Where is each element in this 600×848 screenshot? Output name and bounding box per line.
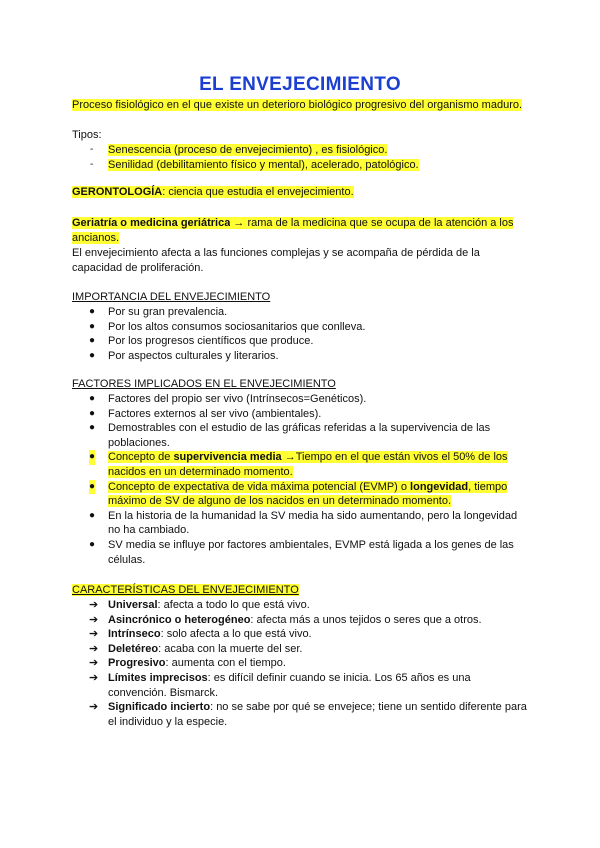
geriatria-note: El envejecimiento afecta a las funciones complejas y se acompaña de pérdida de la capacidad de proliferación. (72, 247, 480, 274)
list-item: - Senescencia (proceso de envejecimiento) , es fisiológico. (90, 144, 388, 156)
list-item: ● Concepto de expectativa de vida máxima potencial (EVMP) o longevidad, tiempo máximo de SV de alguno de los nacidos en un determinado momento. (89, 480, 508, 508)
bullet-icon: ● (89, 306, 96, 317)
list-item: ● Por aspectos culturales y literarios. (89, 349, 279, 362)
bullet-icon: ● (89, 480, 95, 495)
definition-text: Proceso fisiológico en el que existe un deterioro biológico progresivo del organismo maduro. (72, 99, 523, 111)
bullet-icon: ● (89, 407, 96, 419)
geriatria-term: Geriatría o medicina geriátrica (72, 217, 231, 229)
bullet-icon: ● (89, 393, 96, 404)
arrow-icon: ➔ (89, 671, 99, 684)
list-item: ➔ Deletéreo: acaba con la muerte del ser. (89, 642, 303, 655)
list-item: ● En la historia de la humanidad la SV media ha sido aumentando, pero la longevidad no ha cambiado. (89, 509, 518, 537)
caracteristicas-list (72, 598, 532, 729)
list-item: ● Por los altos consumos sociosanitarios que conlleva. (89, 320, 366, 333)
list-item: ● Demostrables con el estudio de las gráficas referidas a la supervivencia de las poblaciones. (89, 422, 491, 449)
arrow-icon: ➔ (89, 613, 99, 626)
tipos-label: Tipos: (72, 129, 102, 141)
list-item: ➔ Progresivo: aumenta con el tiempo. (89, 657, 286, 670)
geriatria-text: → rama de la medicina que se ocupa de la atención a los ancianos. (72, 217, 514, 244)
bullet-icon: ● (89, 422, 96, 434)
dash-marker: - (90, 158, 94, 170)
page-title: EL ENVEJECIMIENTO (199, 74, 401, 95)
list-item: ➔ Significado incierto: no se sabe por qué se envejece; tiene un sentido diferente para el individuo y la especie. (89, 701, 527, 728)
list-item: ➔ Intrínseco: solo afecta a lo que está vivo. (89, 628, 312, 641)
importancia-heading: IMPORTANCIA DEL ENVEJECIMIENTO (72, 291, 271, 303)
list-item: - Senilidad (debilitamiento físico y mental), acelerado, patológico. (90, 158, 419, 171)
list-item: ● Factores del propio ser vivo (Intrínsecos=Genéticos). (89, 393, 367, 405)
tipos-list (72, 143, 532, 172)
bullet-icon: ● (89, 335, 96, 347)
list-item: ➔ Universal: afecta a todo lo que está vivo. (89, 599, 310, 611)
tipos-section (72, 128, 532, 172)
dash-marker: - (90, 144, 94, 155)
bullet-icon: ● (89, 538, 96, 550)
list-item: ● SV media se influye por factores ambientales, EVMP está ligada a los genes de las células. (89, 538, 514, 566)
gerontologia (72, 185, 532, 200)
arrow-icon: ➔ (89, 701, 99, 714)
gerontologia-term: GERONTOLOGÍA (72, 186, 163, 198)
importancia-section (72, 290, 532, 363)
factores-heading: FACTORES IMPLICADOS EN EL ENVEJECIMIENTO (72, 378, 336, 390)
factores-list (72, 392, 532, 567)
list-item: ➔ Asincrónico o heterogéneo: afecta más a unos tejidos o seres que a otros. (89, 613, 482, 626)
definition (72, 98, 532, 113)
list-item: ● Por los progresos científicos que produce. (89, 335, 314, 348)
importancia-list (72, 305, 532, 363)
bullet-icon: ● (89, 320, 96, 332)
list-item: ● Concepto de supervivencia media →Tiempo en el que están vivos el 50% de los nacidos en un determinado momento. (89, 451, 508, 478)
bullet-icon: ● (89, 509, 96, 521)
gerontologia-text: : ciencia que estudia el envejecimiento. (162, 186, 354, 198)
arrow-icon: ➔ (89, 642, 99, 655)
arrow-icon: ➔ (89, 628, 99, 641)
bullet-icon: ● (89, 450, 95, 465)
caracteristicas-section (72, 583, 532, 729)
list-item: ● Factores externos al ser vivo (ambientales). (89, 407, 322, 420)
arrow-icon: ➔ (89, 599, 99, 611)
caracteristicas-heading: CARACTERÍSTICAS DEL ENVEJECIMIENTO (72, 584, 299, 596)
bullet-icon: ● (89, 349, 96, 361)
list-item: ➔ Límites imprecisos: es difícil definir cuando se inicia. Los 65 años es una convención. Bismarck. (89, 671, 471, 699)
geriatria (72, 216, 532, 276)
list-item: ● Por su gran prevalencia. (89, 306, 228, 318)
factores-section (72, 377, 532, 567)
arrow-icon: ➔ (89, 657, 99, 670)
